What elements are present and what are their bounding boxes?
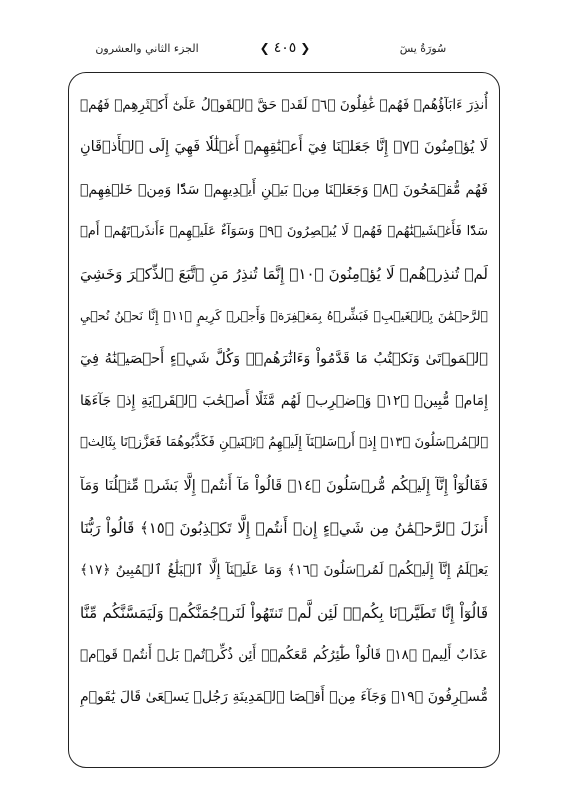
ornament-icon: ❮ [300, 41, 311, 55]
text-line: فَهُم مُّقۡمَحُونَ ﴿٨﴾ وَجَعَلۡنَا مِنۢ بَيۡنِ أَيۡدِيهِمۡ سَدّٗا وَمِنۡ خَلۡفِهِمۡ [80, 181, 488, 198]
quran-text-block [80, 84, 488, 760]
text-line: فَقَالُوٓاْ إِنَّآ إِلَيۡكُم مُّرۡسَلُونَ ﴿١٤﴾ قَالُواْ مَآ أَنتُمۡ إِلَّا بَشَرٞ مِّثۡلُنَا وَمَآ [80, 477, 488, 494]
text-line: لَا يُؤۡمِنُونَ ﴿٧﴾ إِنَّا جَعَلۡنَا فِيٓ أَعۡنَٰقِهِمۡ أَغۡلَٰلٗا فَهِيَ إِلَى ٱلۡأَذۡقَانِ [80, 139, 488, 156]
text-line: قَالُوٓاْ إِنَّا تَطَيَّرۡنَا بِكُمۡۖ لَئِن لَّمۡ تَنتَهُواْ لَنَرۡجُمَنَّكُمۡ وَلَيَمَسَّنَّكُم مِّنَّا [80, 603, 488, 622]
text-line: إِمَامٖ مُّبِينٖ ﴿١٢﴾ وَٱضۡرِبۡ لَهُم مَّثَلًا أَصۡحَٰبَ ٱلۡقَرۡيَةِ إِذۡ جَآءَهَا [80, 393, 488, 410]
text-line: أَنزَلَ ٱلرَّحۡمَٰنُ مِن شَيۡءٍ إِنۡ أَنتُمۡ إِلَّا تَكۡذِبُونَ ﴿١٥﴾ قَالُواْ رَبُّنَا [80, 518, 488, 537]
page-header [72, 30, 498, 66]
text-line: ٱلرَّحۡمَٰنَ بِٱلۡغَيۡبِۖ فَبَشِّرۡهُ بِمَغۡفِرَةٖ وَأَجۡرٖ كَرِيمٍ ﴿١١﴾ إِنَّا نَحۡنُ نُحۡيِ [80, 308, 488, 324]
text-line: لَمۡ تُنذِرۡهُمۡ لَا يُؤۡمِنُونَ ﴿١٠﴾ إِنَّمَا تُنذِرُ مَنِ ٱتَّبَعَ ٱلذِّكۡرَ وَخَشِيَ [80, 265, 488, 284]
text-line: يَعۡلَمُ إِنَّآ إِلَيۡكُمۡ لَمُرۡسَلُونَ ﴿١٦﴾ وَمَا عَلَيۡنَآ إِلَّا ٱلۡبَلَٰغُ ٱلۡمُبِينُ ﴿١٧﴾ [80, 562, 488, 579]
text-line: عَذَابٌ أَلِيمٞ ﴿١٨﴾ قَالُواْ طَٰٓئِرُكُم مَّعَكُمۡۚ أَئِن ذُكِّرۡتُمۚ بَلۡ أَنتُمۡ قَوۡمٞ [80, 646, 488, 663]
text-line: ٱلۡمُرۡسَلُونَ ﴿١٣﴾ إِذۡ أَرۡسَلۡنَآ إِلَيۡهِمُ ٱثۡنَيۡنِ فَكَذَّبُوهُمَا فَعَزَّزۡنَا بِثَالِثٖ [80, 435, 488, 451]
page-number: ٤٠٥ [273, 40, 297, 56]
ornament-icon: ❯ [259, 41, 270, 55]
text-line: سَدّٗا فَأَغۡشَيۡنَٰهُمۡ فَهُمۡ لَا يُبۡصِرُونَ ﴿٩﴾ وَسَوَآءٌ عَلَيۡهِمۡ ءَأَنذَرۡتَهُمۡ أَمۡ [80, 223, 488, 239]
page-number-box [260, 40, 311, 56]
text-line: أُنذِرَ ءَابَآؤُهُمۡ فَهُمۡ غَٰفِلُونَ ﴿٦﴾ لَقَدۡ حَقَّ ٱلۡقَوۡلُ عَلَىٰٓ أَكۡثَرِهِمۡ فَهُمۡ [80, 97, 488, 113]
text-line: مُّسۡرِفُونَ ﴿١٩﴾ وَجَآءَ مِنۡ أَقۡصَا ٱلۡمَدِينَةِ رَجُلٞ يَسۡعَىٰ قَالَ يَٰقَوۡمِ [80, 689, 488, 706]
juz-name: الجزء الثاني والعشرون [95, 41, 199, 55]
surah-name: سُورَةُ يسٓ [399, 41, 447, 55]
text-line: ٱلۡمَوۡتَىٰ وَنَكۡتُبُ مَا قَدَّمُواْ وَءَاثَٰرَهُمۡۚ وَكُلَّ شَيۡءٍ أَحۡصَيۡنَٰهُ فِيٓ [80, 350, 488, 367]
